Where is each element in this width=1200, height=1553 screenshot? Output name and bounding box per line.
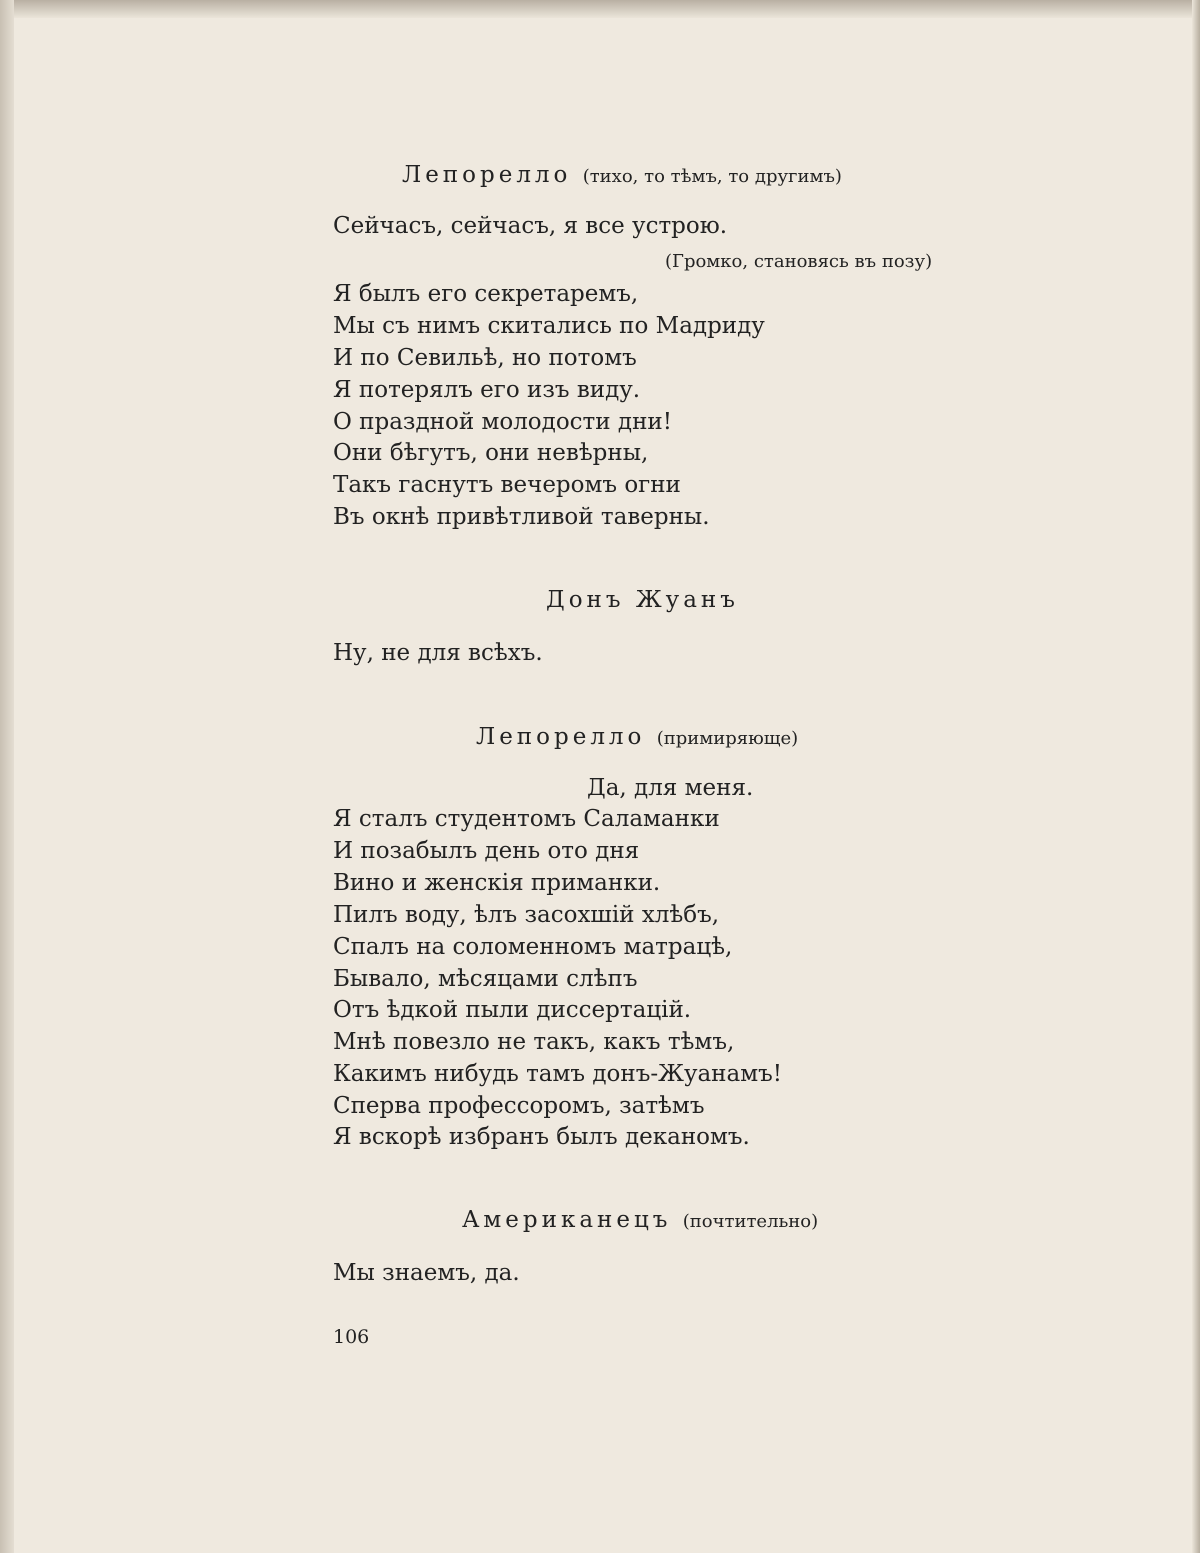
verse-line: О праздной молодости дни! [333, 409, 672, 435]
verse-line: Да, для меня. [587, 775, 754, 801]
verse-line: Сейчасъ, сейчасъ, я все устрою. [333, 213, 728, 239]
verse-line: Спалъ на соломенномъ матрацѣ, [333, 934, 733, 960]
verse-line: Я былъ его секретаремъ, [333, 281, 639, 307]
speaker-heading [402, 162, 842, 188]
scan-shadow-top [0, 0, 1200, 18]
verse-line: Бывало, мѣсяцами слѣпъ [333, 966, 638, 992]
verse-line: Сперва профессоромъ, затѣмъ [333, 1093, 705, 1119]
verse-line: Отъ ѣдкой пыли диссертацій. [333, 997, 692, 1023]
stage-direction: (Громко, становясь въ позу) [665, 251, 933, 272]
page-number: 106 [333, 1326, 370, 1348]
speaker-heading [546, 587, 739, 613]
verse-line: И по Севильѣ, но потомъ [333, 345, 637, 371]
speaker-heading [476, 724, 798, 750]
verse-line: Я сталъ студентомъ Саламанки [333, 806, 720, 832]
book-gutter [0, 0, 14, 1553]
speaker-name: Американецъ [462, 1207, 672, 1233]
scan-shadow-right [1192, 0, 1200, 1553]
verse-line: Ну, не для всѣхъ. [333, 640, 543, 666]
verse-line: Мы знаемъ, да. [333, 1260, 520, 1286]
speaker-name: Лепорелло [402, 162, 572, 188]
speaker-name: Донъ Жуанъ [546, 587, 739, 613]
verse-line: Мы съ нимъ скитались по Мадриду [333, 313, 765, 339]
verse-line: Мнѣ повезло не такъ, какъ тѣмъ, [333, 1029, 735, 1055]
speaker-note: (тихо, то тѣмъ, то другимъ) [582, 166, 842, 187]
verse-line: Какимъ нибудь тамъ донъ-Жуанамъ! [333, 1061, 782, 1087]
verse-line: Они бѣгутъ, они невѣрны, [333, 440, 649, 466]
verse-line: Пилъ воду, ѣлъ засохшій хлѣбъ, [333, 902, 720, 928]
verse-line: Я вскорѣ избранъ былъ деканомъ. [333, 1124, 750, 1150]
verse-line: Вино и женскія приманки. [333, 870, 661, 896]
speaker-name: Лепорелло [476, 724, 646, 750]
speaker-note: (почтительно) [682, 1211, 819, 1232]
verse-line: Такъ гаснутъ вечеромъ огни [333, 472, 681, 498]
speaker-heading [462, 1207, 818, 1233]
speaker-note: (примиряюще) [656, 728, 799, 749]
verse-line: Я потерялъ его изъ виду. [333, 377, 641, 403]
verse-line: Въ окнѣ привѣтливой таверны. [333, 504, 710, 530]
verse-line: И позабылъ день ото дня [333, 838, 640, 864]
